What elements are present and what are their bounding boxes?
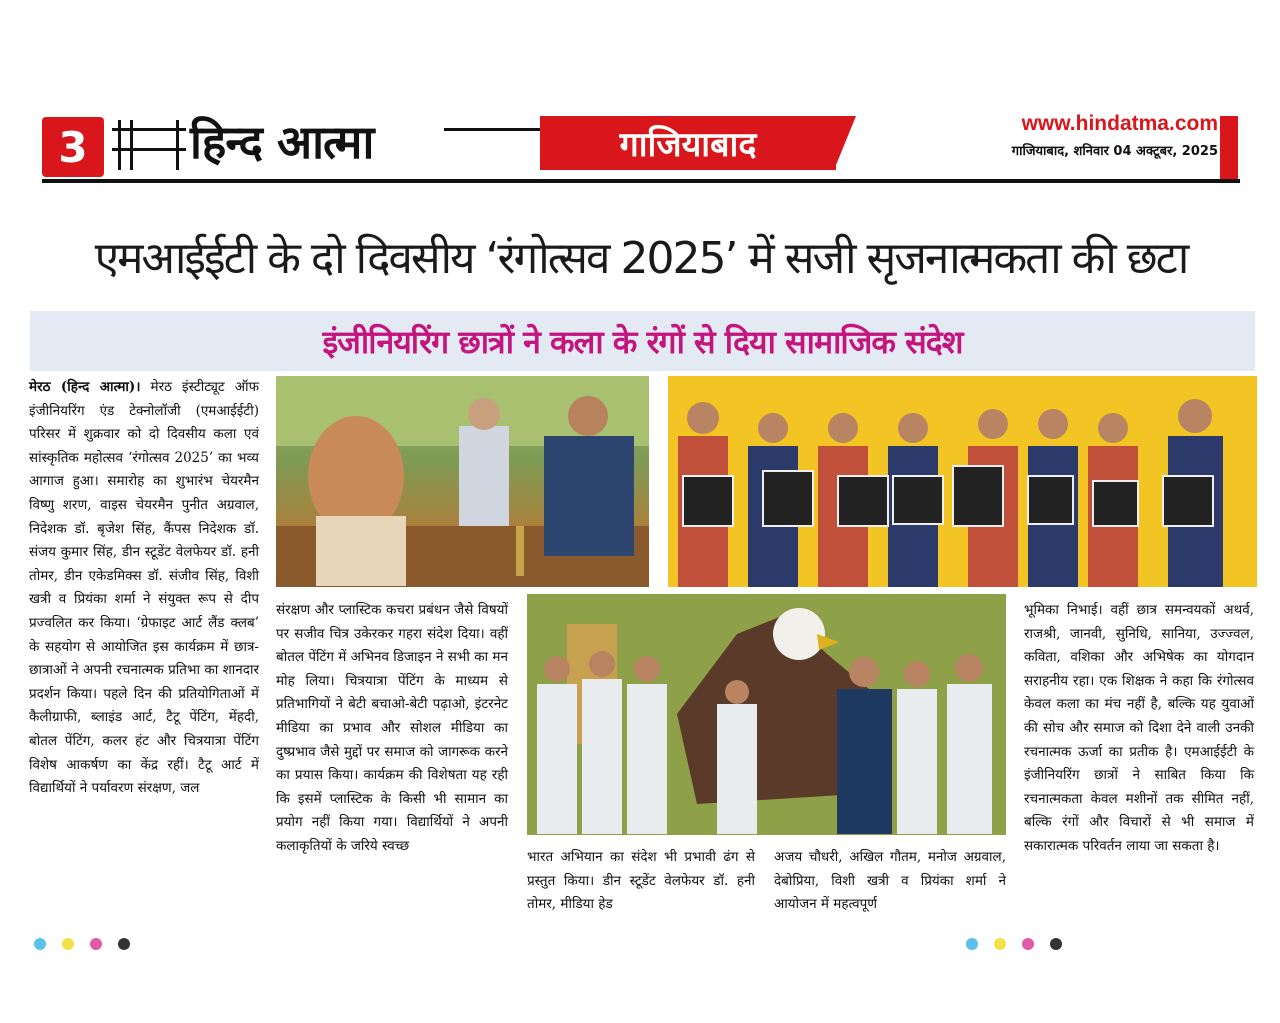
article-headline: एमआईईटी के दो दिवसीय ‘रंगोत्सव 2025’ में सजी सृजनात्मकता की छटा (94, 233, 1188, 284)
newspaper-name: हिन्द आत्मा (190, 115, 374, 169)
print-registration-dot (1050, 938, 1062, 950)
article-dateline: मेरठ (हिन्द आत्मा)। (29, 379, 141, 395)
city-name: गाजियाबाद (619, 125, 757, 165)
eagle-sculpture-group-photo-icon (527, 594, 1006, 835)
print-registration-dot (966, 938, 978, 950)
issue-dateline: गाजियाबाद, शनिवार 04 अक्टूबर, 2025 (1011, 144, 1218, 159)
print-registration-dot (118, 938, 130, 950)
article-column-2: संरक्षण और प्लास्टिक कचरा प्रबंधन जैसे विषयों पर सजीव चित्र उकेरकर गहरा संदेश दिया। वहीं बोतल पेंटिंग में अभिनव डिजाइन ने सभी का मन मोह लिया। चित्रयात्रा पेंटिंग के माध्यम से प्रतिभागियों ने बेटी बचाओ-बेटी पढ़ाओ, इंटरनेट मीडिया का प्रभाव और सोशल मीडिया का दुष्प्रभाव जैसे मुद्दों पर समाज को जागरूक करने का प्रयास किया। कार्यक्रम की विशेषता यह रही कि इसमें प्लास्टिक के किसी भी सामान का प्रयोग नहीं किया गया। विद्यार्थियों ने अपनी कलाकृतियों के जरिये स्वच्छ (276, 602, 508, 854)
article-column-1 (29, 376, 259, 936)
page-number-badge (42, 117, 104, 177)
website-url: www.hindatma.com (1021, 112, 1218, 135)
city-box-slant (834, 116, 856, 170)
print-registration-dot (34, 938, 46, 950)
masthead-rule (112, 148, 186, 151)
eagle-sculpture-group-photo (527, 594, 1006, 835)
column-1-text: मेरठ इंस्टीट्यूट ऑफ इंजीनियरिंग एंड टेक्नोलॉजी (एमआईईटी) परिसर में शुक्रवार को दो दिवसीय कला एवं सांस्कृतिक महोत्सव ‘रंगोत्सव 2025’ का भव्य आगाज हुआ। समारोह का शुभारंभ चेयरमैन विष्णु शरण, वाइस चेयरमैन पुनीत अग्रवाल, निदेशक डॉ. बृजेश सिंह, कैंपस निदेशक डॉ. संजय कुमार सिंह, डीन स्टूडेंट वेलफेयर डॉ. हनी तोमर, डीन एकेडमिक्स डॉ. संजीव सिंह, विशी खत्री व प्रियंका शर्मा ने संयुक्त रूप से दीप प्रज्वलित कर किया। ‘ग्रेफाइट आर्ट लैंड क्लब’ के सहयोग से आयोजित इस कार्यक्रम में छात्र-छात्राओं ने अपनी रचनात्मक प्रतिभा का शानदार प्रदर्शन किया। पहले दिन की प्रतियोगिताओं में कैलीग्राफी, ब्लाइंड आर्ट, टैटू पेंटिंग, मेंहदी, बोतल पेंटिंग, कलर हंट और चित्रयात्रा पेंटिंग विशेष आकर्षण का केंद्र रहीं। टैटू आर्ट में विद्यार्थियों ने पर्यावरण संरक्षण, जल (29, 379, 260, 797)
article-column-3: भारत अभियान का संदेश भी प्रभावी ढंग से प्रस्तुत किया। डीन स्टूडेंट वेलफेयर डॉ. हनी तोमर, मीडिया हेड (527, 849, 755, 913)
masthead-rule (444, 128, 542, 131)
article-subheadline: इंजीनियरिंग छात्रों ने कला के रंगों से दिया सामाजिक संदेश (322, 322, 963, 361)
print-registration-dot (1022, 938, 1034, 950)
city-edition-label (540, 116, 836, 170)
masthead-divider (118, 120, 121, 170)
subheadline-band (30, 311, 1255, 371)
print-registration-dot (994, 938, 1006, 950)
print-registration-dot (90, 938, 102, 950)
article-column-4: अजय चौधरी, अखिल गौतम, मनोज अग्रवाल, देबोप्रिया, विशी खत्री व प्रियंका शर्मा ने आयोजन में महत्वपूर्ण (774, 849, 1006, 913)
students-with-artworks-photo (668, 376, 1257, 587)
masthead-divider (130, 120, 133, 170)
lamp-lighting-photo (276, 376, 649, 587)
masthead-rule (112, 128, 186, 131)
page-number: 3 (58, 122, 88, 172)
print-registration-dot (62, 938, 74, 950)
masthead-color-block (1220, 116, 1238, 180)
students-with-artworks-photo-icon (668, 376, 1257, 587)
lamp-lighting-photo-icon (276, 376, 649, 587)
masthead-divider (176, 120, 179, 170)
masthead-bottom-rule (42, 179, 1240, 183)
article-column-5: भूमिका निभाई। वहीं छात्र समन्वयकों अथर्व, राजश्री, जानवी, सुनिधि, सानिया, उज्ज्वल, कविता, वशिका और अभिषेक का योगदान सराहनीय रहा। एक शिक्षक ने कहा कि रंगोत्सव केवल कला का मंच नहीं है, बल्कि यह युवाओं की सोच और समाज को दिशा देने वाली उनकी रचनात्मक ऊर्जा का प्रतीक है। एमआईईटी के इंजीनियरिंग छात्रों ने साबित किया कि रचनात्मकता केवल मशीनों तक सीमित नहीं, बल्कि रंगों और विचारों से भी समाज में सकारात्मक परिवर्तन लाया जा सकता है। (1024, 602, 1254, 854)
